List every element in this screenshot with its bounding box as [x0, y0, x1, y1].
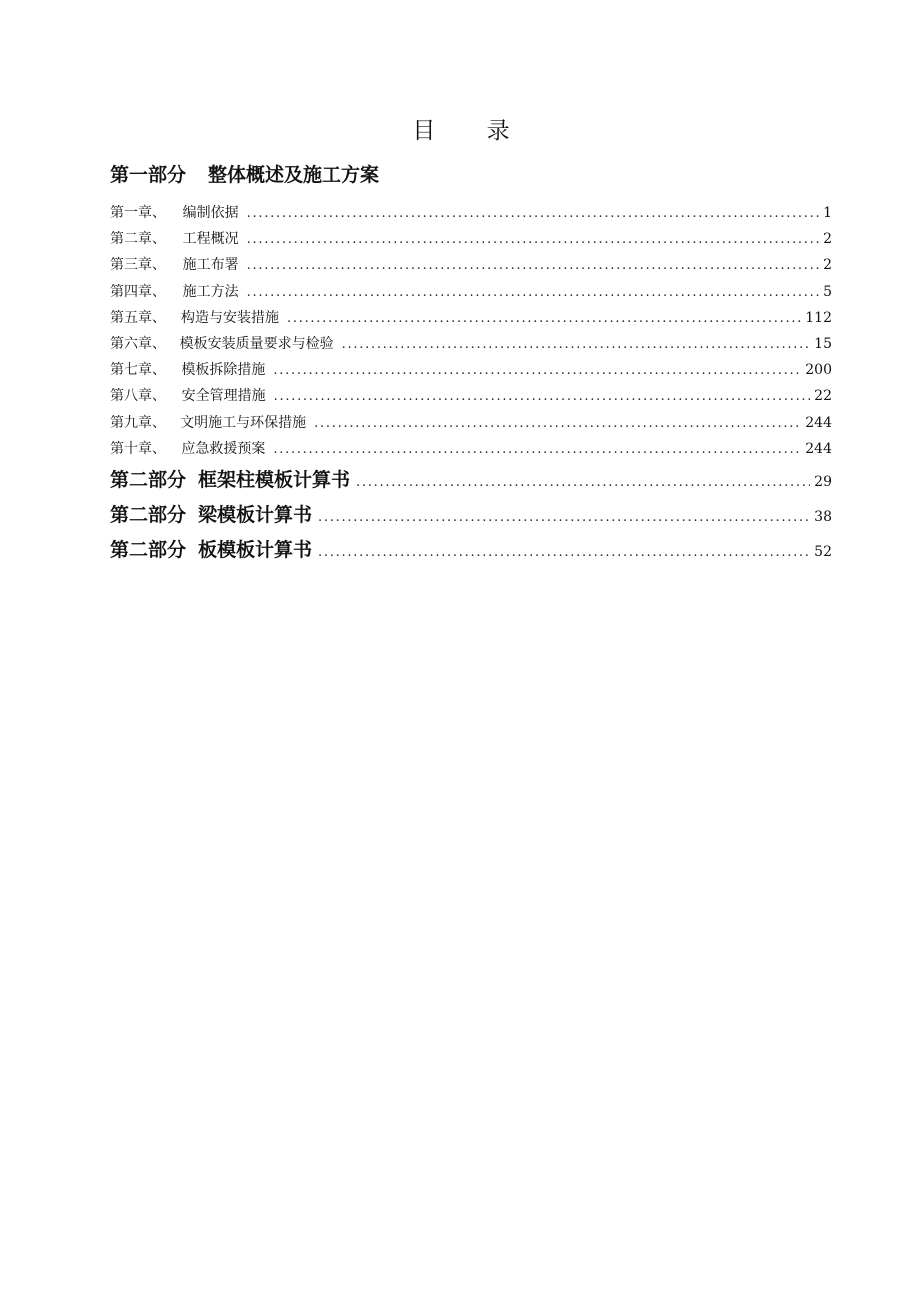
chapter-number: 第六章、 [110, 335, 166, 352]
chapter-number: 第三章、 [110, 257, 166, 274]
page-number: 5 [823, 283, 832, 300]
page-number: 52 [814, 544, 832, 560]
chapter-list [110, 200, 832, 462]
part-title: 梁模板计算书 [198, 504, 313, 526]
page-number: 15 [814, 335, 832, 352]
dot-leader [318, 499, 810, 535]
part-label: 第二部分 [110, 469, 187, 491]
part-label: 第二部分 [110, 539, 187, 561]
part1-heading [110, 160, 379, 187]
chapter-title: 文明施工与环保措施 [180, 414, 307, 431]
dot-leader [356, 464, 810, 500]
chapter-title: 工程概况 [182, 231, 239, 248]
dot-leader [274, 383, 811, 410]
dot-leader [287, 305, 801, 332]
dot-leader [342, 331, 811, 358]
toc-entry-part-slab-calc[interactable] [110, 533, 832, 568]
chapter-number: 第四章、 [110, 283, 166, 300]
chapter-title: 应急救援预案 [181, 440, 266, 457]
chapter-number: 第五章、 [110, 309, 166, 326]
toc-entry-chapter-9[interactable] [110, 410, 832, 436]
chapter-title: 模板安装质量要求与检验 [179, 335, 334, 352]
toc-entry-chapter-6[interactable] [110, 331, 832, 357]
toc-title: 目 录 [412, 118, 532, 144]
page-number: 29 [814, 474, 832, 490]
toc-entry-part-beam-calc[interactable] [110, 498, 832, 533]
dot-leader [247, 200, 819, 227]
page-number: 2 [823, 231, 832, 248]
chapter-title: 模板拆除措施 [181, 362, 266, 379]
part-heading [110, 463, 350, 497]
chapter-title: 构造与安装措施 [180, 309, 279, 326]
chapter-number: 第九章、 [110, 414, 166, 431]
dot-leader [273, 436, 801, 463]
toc-entry-chapter-3[interactable] [110, 252, 832, 278]
toc-entry-chapter-4[interactable] [110, 279, 832, 305]
toc-entry-chapter-7[interactable] [110, 357, 832, 383]
dot-leader [247, 226, 819, 253]
chapter-number: 第二章、 [110, 231, 166, 248]
dot-leader [247, 252, 819, 279]
toc-entry-chapter-1[interactable] [110, 200, 832, 226]
part-heading [110, 498, 312, 532]
chapter-number: 第十章、 [110, 440, 166, 457]
page-number: 2 [823, 257, 832, 274]
dot-leader [247, 279, 819, 306]
toc-entry-chapter-8[interactable] [110, 383, 832, 409]
dot-leader [314, 410, 801, 437]
page-number: 112 [805, 309, 832, 326]
chapter-number: 第一章、 [110, 205, 166, 221]
page-number: 200 [805, 362, 832, 379]
toc-entry-chapter-10[interactable] [110, 436, 832, 462]
chapter-title: 编制依据 [182, 205, 239, 221]
toc-entry-chapter-5[interactable] [110, 305, 832, 331]
chapter-title: 安全管理措施 [181, 388, 266, 405]
part-list [110, 463, 832, 568]
chapter-title: 施工布署 [182, 257, 239, 274]
chapter-title: 施工方法 [182, 283, 239, 300]
part1-label: 第一部分 [110, 164, 187, 186]
toc-entry-part-column-calc[interactable] [110, 463, 832, 498]
dot-leader [273, 357, 801, 384]
chapter-number: 第八章、 [110, 388, 166, 405]
chapter-number: 第七章、 [110, 362, 166, 379]
toc-entry-chapter-2[interactable] [110, 226, 832, 252]
part-label: 第二部分 [110, 504, 187, 526]
part1-title: 整体概述及施工方案 [208, 164, 380, 186]
part-heading [110, 533, 312, 567]
dot-leader [318, 534, 810, 570]
page-number: 1 [823, 205, 832, 221]
page-number: 22 [814, 388, 832, 405]
page-number: 38 [814, 509, 832, 525]
part-title: 板模板计算书 [198, 539, 313, 561]
page-number: 244 [805, 414, 832, 431]
page-number: 244 [805, 440, 832, 457]
part-title: 框架柱模板计算书 [198, 469, 351, 491]
